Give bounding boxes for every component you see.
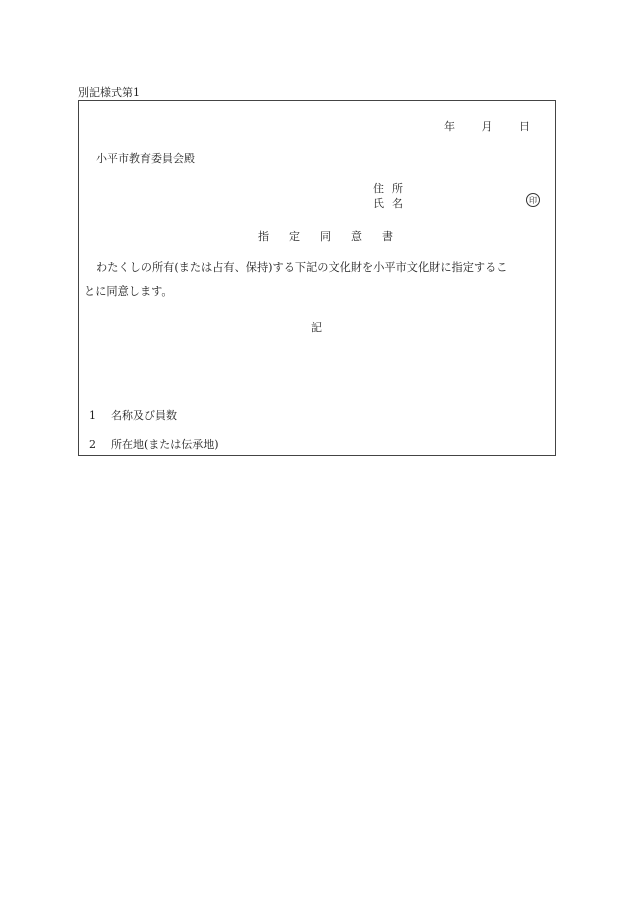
- date-row: [444, 118, 530, 134]
- body-text-line-2: とに同意します。: [84, 285, 173, 298]
- document-title: 指定同意書: [258, 230, 413, 243]
- item-label: 所在地(または伝承地): [111, 438, 219, 451]
- list-item: [89, 407, 177, 423]
- seal-mark: 印: [526, 193, 540, 207]
- item-number: 2: [89, 438, 96, 451]
- list-item: [89, 436, 219, 452]
- date-day-label: 日: [519, 120, 530, 133]
- ki-heading: 記: [311, 321, 322, 334]
- date-month-label: 月: [481, 120, 493, 133]
- address-label: 住所: [373, 182, 411, 195]
- body-text-line-1: わたくしの所有(または占有、保持)する下記の文化財を小平市文化財に指定するこ: [96, 261, 508, 274]
- date-year-label: 年: [444, 120, 455, 133]
- addressee: 小平市教育委員会殿: [96, 152, 195, 165]
- form-label: 別記様式第1: [78, 86, 140, 99]
- item-label: 名称及び員数: [111, 409, 177, 422]
- item-number: 1: [89, 409, 96, 422]
- name-label: 氏名: [373, 197, 411, 210]
